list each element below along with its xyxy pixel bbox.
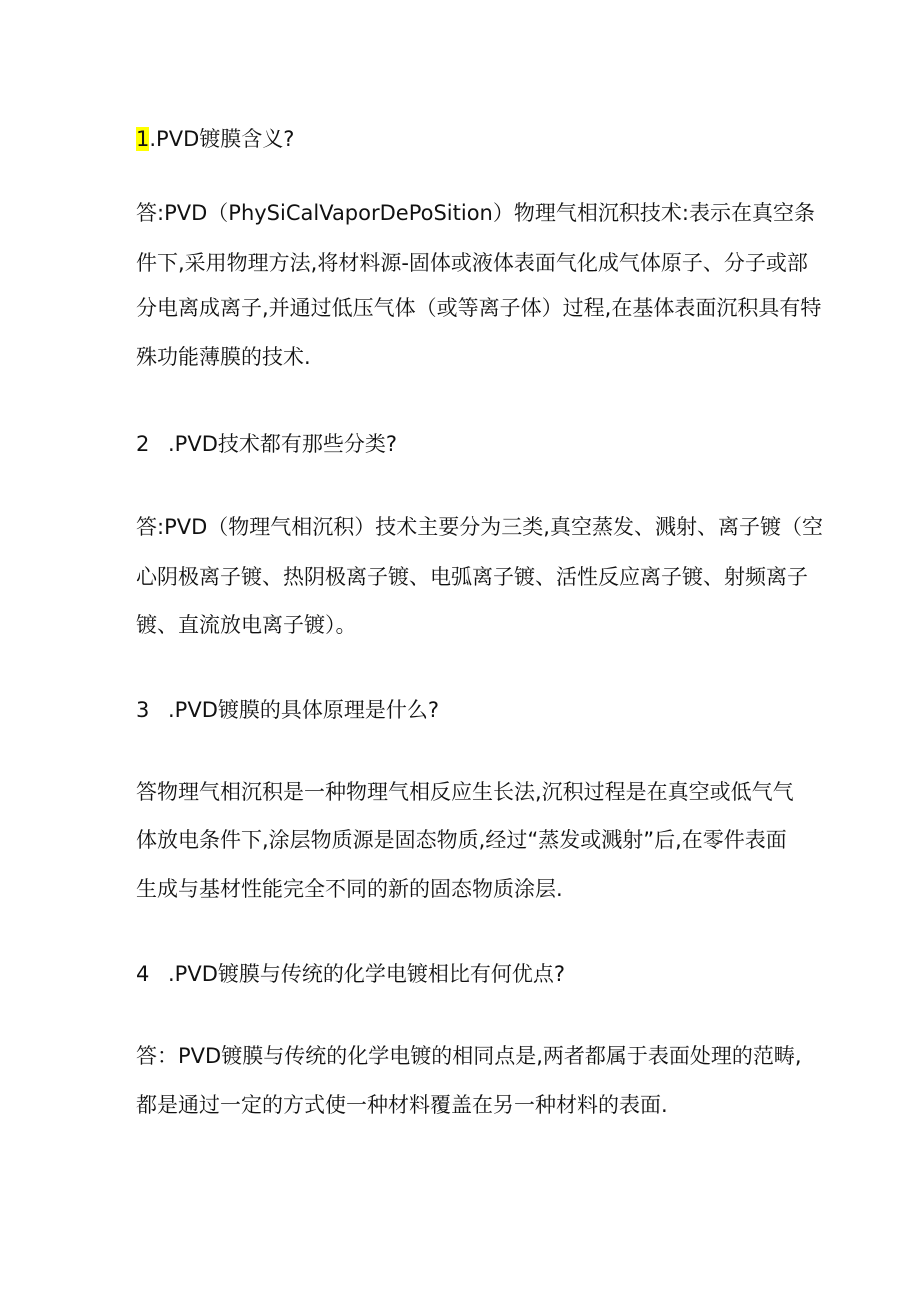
answer-3-line-2: 体放电条件下,涂层物质源是固态物质,经过“蒸发或溅射”后,在零件表面 bbox=[136, 828, 787, 852]
answer-2-line-3: 镀、直流放电离子镀）。 bbox=[136, 613, 357, 637]
answer-3-line-3: 生成与基材性能完全不同的新的固态物质涂层. bbox=[136, 877, 563, 901]
answer-1-line-4: 殊功能薄膜的技术. bbox=[136, 345, 311, 369]
answer-4-line-2: 都是通过一定的方式使一种材料覆盖在另一种材料的表面. bbox=[136, 1093, 668, 1117]
answer-3-line-1: 答物理气相沉积是一种物理气相反应生长法,沉积过程是在真空或低气气 bbox=[136, 780, 794, 804]
answer-1-line-2: 件下,采用物理方法,将材料源-固体或液体表面气化成气体原子、分子或部 bbox=[136, 251, 808, 275]
question-4-text: .PVD镀膜与传统的化学电镀相比有何优点? bbox=[168, 962, 566, 986]
question-4 bbox=[136, 964, 565, 985]
question-2 bbox=[136, 434, 397, 455]
question-1-text: .PVD镀膜含义? bbox=[149, 127, 295, 151]
question-1-number: 1 bbox=[136, 127, 150, 151]
answer-4-line-1: 答：PVD镀膜与传统的化学电镀的相同点是,两者都属于表面处理的范畴, bbox=[136, 1044, 802, 1068]
question-3-number: 3 bbox=[136, 698, 150, 722]
question-1 bbox=[136, 129, 294, 150]
answer-1-line-1: 答:PVD（PhySiCalVaporDePoSition）物理气相沉积技术:表示在真空条 bbox=[136, 201, 815, 225]
answer-2-line-2: 心阴极离子镀、热阴极离子镀、电弧离子镀、活性反应离子镀、射频离子 bbox=[136, 565, 808, 589]
question-2-text: .PVD技术都有那些分类? bbox=[168, 432, 398, 456]
question-3 bbox=[136, 700, 439, 721]
question-3-text: .PVD镀膜的具体原理是什么? bbox=[168, 698, 440, 722]
question-2-number: 2 bbox=[136, 432, 150, 456]
question-4-number: 4 bbox=[136, 962, 150, 986]
answer-2-line-1: 答:PVD（物理气相沉积）技术主要分为三类,真空蒸发、溅射、离子镀（空 bbox=[136, 515, 823, 539]
answer-1-line-3: 分电离成离子,并通过低压气体（或等离子体）过程,在基体表面沉积具有特 bbox=[136, 296, 822, 320]
